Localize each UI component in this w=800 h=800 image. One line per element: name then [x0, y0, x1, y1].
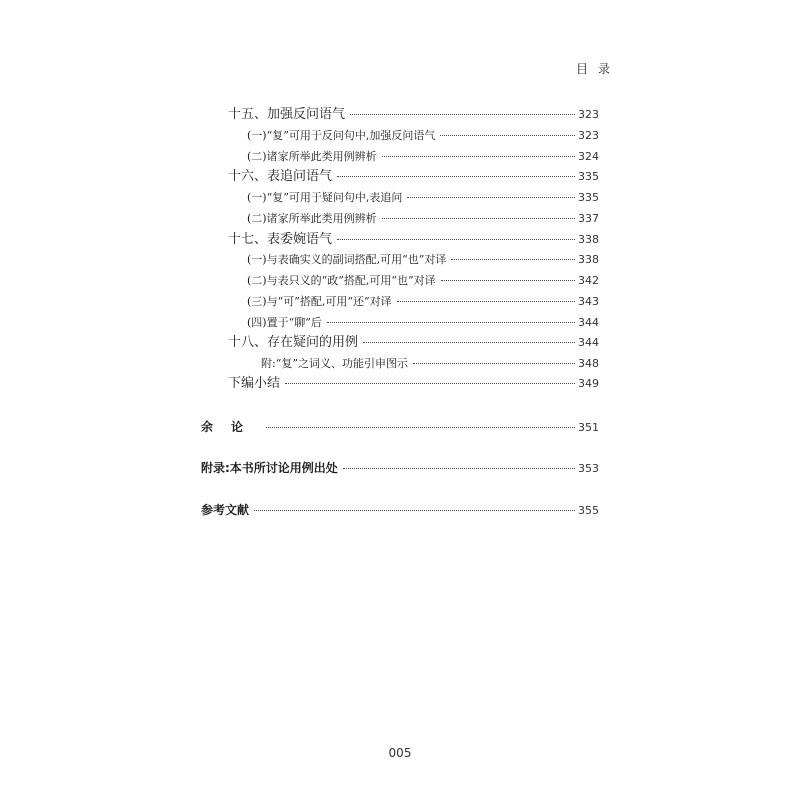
toc-entry-title: 附录:本书所讨论用例出处	[201, 461, 338, 475]
dot-leader	[382, 215, 575, 219]
toc-entry[interactable]	[228, 170, 599, 184]
toc-entry-title: (一)“复”可用于反问句中,加强反问语气	[247, 129, 436, 142]
dot-leader	[440, 132, 575, 136]
dot-leader	[337, 173, 575, 177]
toc-entry-page: 353	[578, 462, 599, 475]
dot-leader	[441, 277, 575, 281]
toc-entry-title: 十八、存在疑问的用例	[228, 335, 359, 350]
dot-leader	[254, 507, 575, 511]
dot-leader	[327, 319, 575, 323]
toc-entry[interactable]	[228, 336, 599, 350]
toc-entry-title: 下编小结	[228, 376, 281, 391]
toc-entry-title: 附:“复”之词义、功能引申图示	[261, 357, 408, 370]
dot-leader	[350, 111, 575, 115]
toc-entry-page: 351	[578, 421, 599, 434]
toc-entry-title: (二)与表只义的“政”搭配,可用“也”对译	[247, 274, 436, 287]
dot-leader	[413, 360, 575, 364]
toc-entry[interactable]	[247, 295, 599, 309]
toc-entry[interactable]	[228, 108, 599, 122]
toc-entry[interactable]	[247, 212, 599, 226]
dot-leader	[363, 339, 575, 343]
toc-entry-page: 355	[578, 504, 599, 517]
dot-leader	[382, 153, 575, 157]
toc-entry-page: 348	[578, 357, 599, 370]
toc-entry[interactable]	[228, 233, 599, 247]
toc-entry-title: (一)“复”可用于疑问句中,表追问	[247, 191, 403, 204]
toc-entry-page: 343	[578, 295, 599, 308]
toc-entry[interactable]	[247, 129, 599, 143]
toc-entry-title: 十六、表追问语气	[228, 169, 333, 184]
toc-entry-title: (二)诸家所举此类用例辨析	[247, 212, 377, 225]
toc-entry-title: (一)与表确实义的副词搭配,可用“也”对译	[247, 253, 447, 266]
dot-leader	[343, 465, 575, 469]
dot-leader	[397, 298, 575, 302]
toc-entry-page: 335	[578, 191, 599, 204]
dot-leader	[285, 380, 575, 384]
toc-entry[interactable]	[247, 274, 599, 288]
dot-leader	[337, 236, 575, 240]
toc-entry[interactable]	[247, 253, 599, 267]
toc-entry-title: 余论	[201, 420, 262, 434]
toc-entry-title: 参考文献	[201, 503, 250, 517]
toc-entry-page: 323	[578, 129, 599, 142]
toc-entry-page: 349	[578, 377, 599, 390]
toc-entry-page: 323	[578, 108, 599, 121]
toc-entry[interactable]	[201, 503, 599, 518]
toc-entry-page: 338	[578, 253, 599, 266]
toc-entry-title: (四)置于“聊”后	[247, 316, 322, 329]
toc-entry[interactable]	[201, 461, 599, 476]
toc-entry[interactable]	[247, 191, 599, 205]
toc-entry-page: 324	[578, 150, 599, 163]
toc-entry-page: 338	[578, 233, 599, 246]
toc-entry[interactable]	[228, 377, 599, 391]
toc-entry-page: 342	[578, 274, 599, 287]
running-header: 目录	[575, 62, 620, 76]
dot-leader	[451, 256, 575, 260]
toc-entry[interactable]	[247, 316, 599, 330]
toc-entry-title: (二)诸家所举此类用例辨析	[247, 150, 377, 163]
toc-entry-title: 十七、表委婉语气	[228, 232, 333, 247]
toc-entry-page: 344	[578, 336, 599, 349]
toc-entry-title: (三)与“可”搭配,可用“还”对译	[247, 295, 392, 308]
toc-entry[interactable]	[201, 420, 599, 435]
toc-entry[interactable]	[261, 357, 599, 371]
dot-leader	[407, 194, 575, 198]
toc-entry[interactable]	[247, 150, 599, 164]
toc-entry-page: 335	[578, 170, 599, 183]
toc-entry-title: 十五、加强反问语气	[228, 107, 346, 122]
dot-leader	[266, 424, 575, 428]
page-number: 005	[388, 746, 412, 760]
toc-entry-page: 337	[578, 212, 599, 225]
toc-entry-page: 344	[578, 316, 599, 329]
